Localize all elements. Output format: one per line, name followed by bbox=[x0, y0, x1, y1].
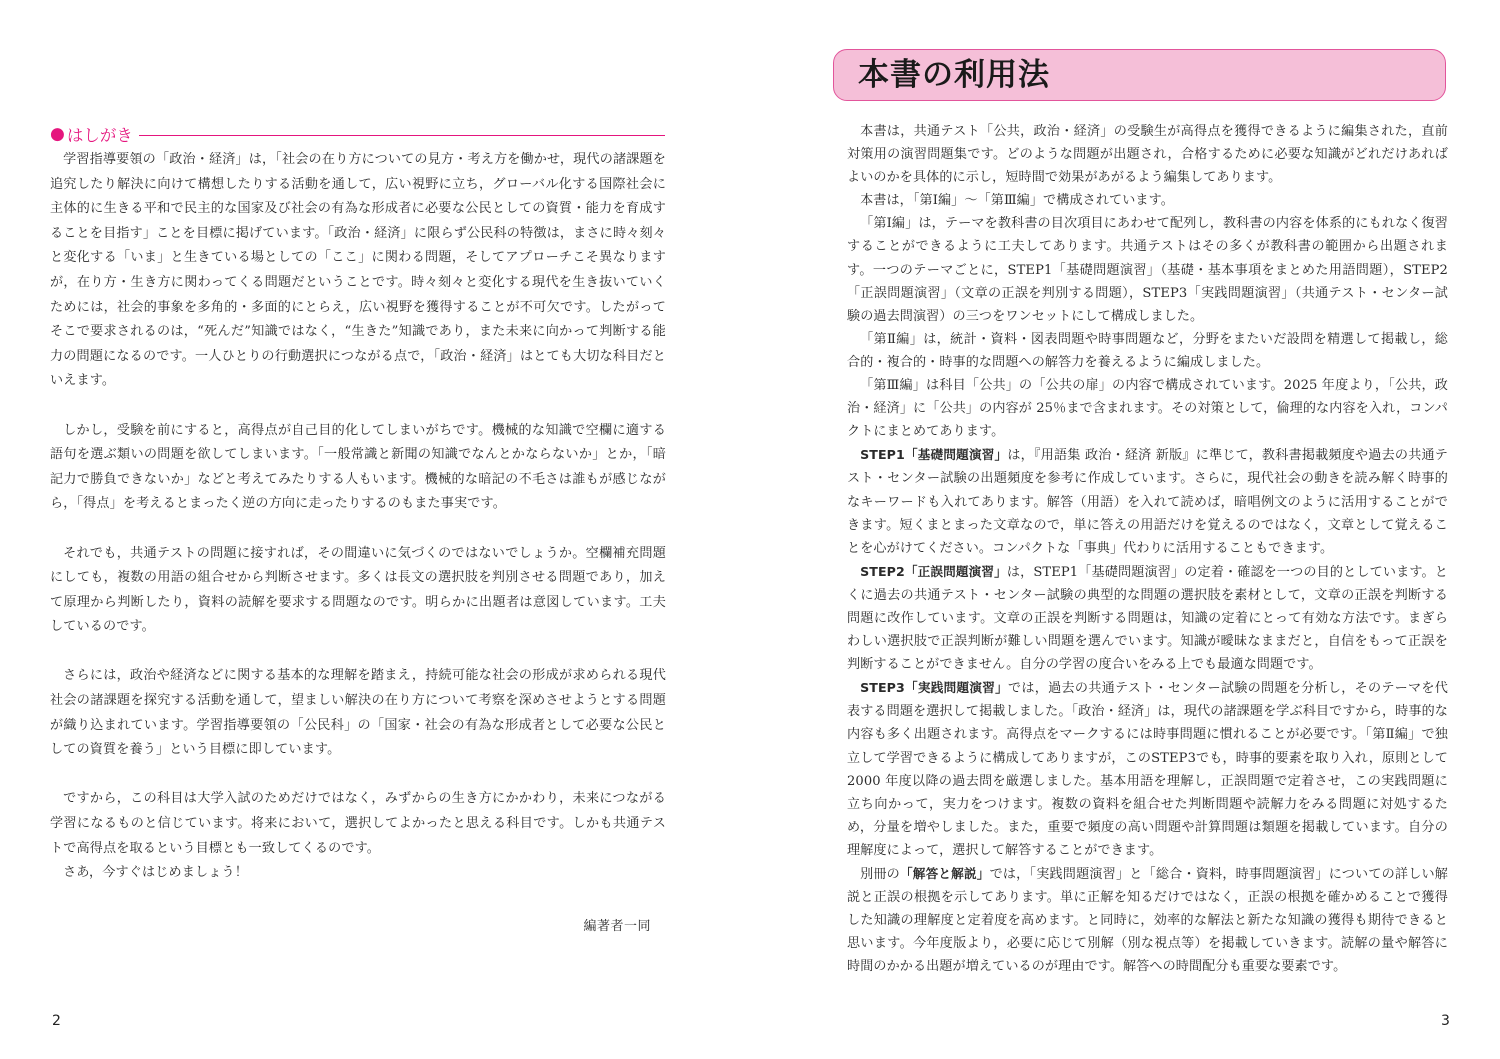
usage-paragraph bbox=[847, 443, 1448, 559]
preface-heading bbox=[50, 122, 665, 146]
signature: 編著者一同 bbox=[583, 919, 651, 934]
step3-label: STEP3「実践問題演習」 bbox=[860, 680, 1008, 696]
right-page bbox=[750, 0, 1500, 1059]
usage-text: 「第Ⅲ編」は科目「公共」の「公共の扉」の内容で構成されています。2025 年度より，「公共，政治・経済」に「公共」の内容が 25％まで含まれます。その対策として，倫理的な内容を入れ，コンパクトにまとめてあります。 bbox=[847, 378, 1448, 440]
page-number: 3 bbox=[1441, 1013, 1450, 1029]
page-number: 2 bbox=[52, 1013, 61, 1029]
usage-text: では，過去の共通テスト・センター試験の問題を分析し，そのテーマを代表する問題を選択して掲載しました。「政治・経済」は，現代の諸課題を学ぶ科目ですから，時事的な内容も多く出題されます。高得点をマークするには時事問題に慣れることが必要です。「第Ⅱ編」で独立して学習できるように構成してありますが，このSTEP3でも，時事的要素を取り入れ，原則として 2000 年度以降の過去問を厳選しました。基本用語を理解し，正誤問題で定着させ，この実践問題に立ち向かって，実力をつけます。複数の資料を組合せた判断問題や読解力をみる問題に対処するため，分量を増やしました。また，重要で頻度の高い問題や計算問題は類題を掲載しています。自分の理解度によって，選択して解答することができます。 bbox=[847, 681, 1448, 858]
preface-paragraph: ですから，この科目は大学入試のためだけではなく，みずからの生き方にかかわり，未来につながる学習になるものと信じています。将来において，選択してよかったと思える科目です。しかも共通テストで高得点を取るという目標とも一致してくるのです。 bbox=[50, 791, 666, 856]
step1-label: STEP1「基礎問題演習」 bbox=[860, 447, 1008, 463]
usage-paragraph bbox=[847, 862, 1448, 978]
bullet-icon: ● bbox=[50, 123, 65, 144]
preface-paragraph: それでも，共通テストの問題に接すれば，その間違いに気づくのではないでしょうか。空欄補充問題にしても，複数の用語の組合せから判断させます。多くは長文の選択肢を判別させる問題であり，加えて原理から判断したり，資料の読解を要求する問題なのです。明らかに出題者は意図しています。工夫しているのです。 bbox=[50, 545, 666, 635]
usage-text: は，『用語集 政治・経済 新版』に準じて，教科書掲載頻度や過去の共通テスト・センター試験の出題頻度を参考に作成しています。さらに，現代社会の動きを読み解く時事的なキーワードも入れてあります。解答（用語）を入れて読めば，暗唱例文のように活用することができます。短くまとまった文章なので，単に答えの用語だけを覚えるのではなく，文章として覚えることを心がけてください。コンパクトな「事典」代わりに活用することもできます。 bbox=[847, 448, 1448, 556]
heading-rule bbox=[139, 135, 665, 136]
usage-paragraph bbox=[847, 676, 1448, 862]
usage-paragraph bbox=[847, 560, 1448, 676]
usage-text: は，STEP1「基礎問題演習」の定着・確認を一つの目的としています。とくに過去の共通テスト・センター試験の典型的な問題の選択肢を素材として，文章の正誤を判断する問題に改作しています。文章の正誤を判断する問題は，知識の定着にとって有効な方法です。まぎらわしい選択肢で正誤判断が難しい問題を選んでいます。知識が曖昧なままだと，自信をもって正誤を判断することができません。自分の学習の度合いをみる上でも最適な問題です。 bbox=[847, 564, 1448, 673]
usage-text: 「第Ⅱ編」は，統計・資料・図表問題や時事問題など，分野をまたいだ設問を精選して掲載し，総合的・複合的・時事的な問題への解答力を養えるように編成しました。 bbox=[847, 331, 1448, 370]
page-title: 本書の利用法 bbox=[858, 57, 1050, 93]
usage-paragraph bbox=[847, 374, 1448, 443]
answers-label: 「解答と解説」 bbox=[899, 866, 990, 881]
preface-heading-text: はしがき bbox=[66, 126, 133, 145]
usage-text: 本書は，「第Ⅰ編」～「第Ⅲ編」で構成されています。 bbox=[860, 193, 1174, 209]
preface-paragraph: しかし，受験を前にすると，高得点が自己目的化してしまいがちです。機械的な知識で空欄に適する語句を選ぶ類いの問題を欲してしまいます。「一般常識と新聞の知識でなんとかならないか」とか，「暗記力で勝負できないか」などと考えてみたりする人もいます。機械的な暗記の不毛さは誰もが感じながら，「得点」を考えるとまったく逆の方向に走ったりするのもまた事実です。 bbox=[50, 422, 666, 512]
usage-paragraph bbox=[847, 328, 1448, 374]
usage-text: 「第Ⅰ編」は，テーマを教科書の目次項目にあわせて配列し，教科書の内容を体系的にもれなく復習することができるように工夫してあります。共通テストはその多くが教科書の範囲から出題されます。一つのテーマごとに，STEP1「基礎問題演習」（基礎・基本事項をまとめた用語問題），STEP2「正誤問題演習」（文章の正誤を判別する問題），STEP3「実践問題演習」（共通テスト・センター試験の過去問演習）の三つをワンセットにして構成しました。 bbox=[847, 216, 1448, 324]
usage-paragraph bbox=[847, 212, 1448, 327]
usage-body bbox=[847, 120, 1448, 978]
preface-body bbox=[50, 148, 666, 886]
usage-text: 本書は，共通テスト「公共，政治・経済」の受験生が高得点を獲得できるように編集された，直前対策用の演習問題集です。どのような問題が出題され，合格するために必要な知識がどれだけあればよいのかを具体的に示し，短時間で効果があがるよう編集してあります。 bbox=[847, 124, 1448, 186]
preface-paragraph: さらには，政治や経済などに関する基本的な理解を踏まえ，持続可能な社会の形成が求められる現代社会の諸課題を探究する活動を通して，望ましい解決の在り方について考察を深めさせようとする問題が織り込まれています。学習指導要領の「公民科」の「国家・社会の有為な形成者として必要な公民としての資質を養う」という目標に即しています。 bbox=[50, 668, 666, 758]
usage-text: では，「実践問題演習」と「総合・資料，時事問題演習」についての詳しい解説と正誤の根拠を示してあります。単に正解を知るだけではなく，正誤の根拠を確かめることで獲得した知識の理解度と定着度を高めます。と同時に，効率的な解法と新たな知識の獲得も期待できると思います。今年度版より，必要に応じて別解（別な視点等）を掲載していきます。読解の量や解答に時間のかかる出題が増えているのが理由です。解答への時間配分も重要な要素です。 bbox=[847, 867, 1448, 975]
step2-label: STEP2「正誤問題演習」 bbox=[860, 563, 1007, 579]
usage-paragraph bbox=[847, 189, 1448, 212]
usage-paragraph bbox=[847, 120, 1448, 189]
usage-text: 別冊の bbox=[860, 867, 900, 882]
title-banner bbox=[833, 49, 1446, 101]
preface-paragraph: 学習指導要領の「政治・経済」は，「社会の在り方についての見方・考え方を働かせ，現代の諸課題を追究したり解決に向けて構想したりする活動を通して，広い視野に立ち，グローバル化する国際社会に主体的に生きる平和で民主的な国家及び社会の有為な形成者に必要な公民としての資質・能力を育成することを目指す」ことを目標に掲げています。「政治・経済」に限らず公民科の特徴は，まさに時々刻々と変化する「いま」と生きている場としての「ここ」に関わる問題，そしてアプローチこそ異なりますが，在り方・生き方に関わってくる問題だということです。時々刻々と変化する現代を生き抜いていくためには，社会的事象を多角的・多面的にとらえ，広い視野を獲得することが不可欠です。したがってそこで要求されるのは，“死んだ”知識ではなく，“生きた”知識であり，また未来に向かって判断する能力の問題になるのです。一人ひとりの行動選択につながる点で，「政治・経済」はとても大切な科目だといえます。 bbox=[50, 152, 666, 389]
preface-paragraph: さあ，今すぐはじめましょう！ bbox=[63, 865, 248, 881]
